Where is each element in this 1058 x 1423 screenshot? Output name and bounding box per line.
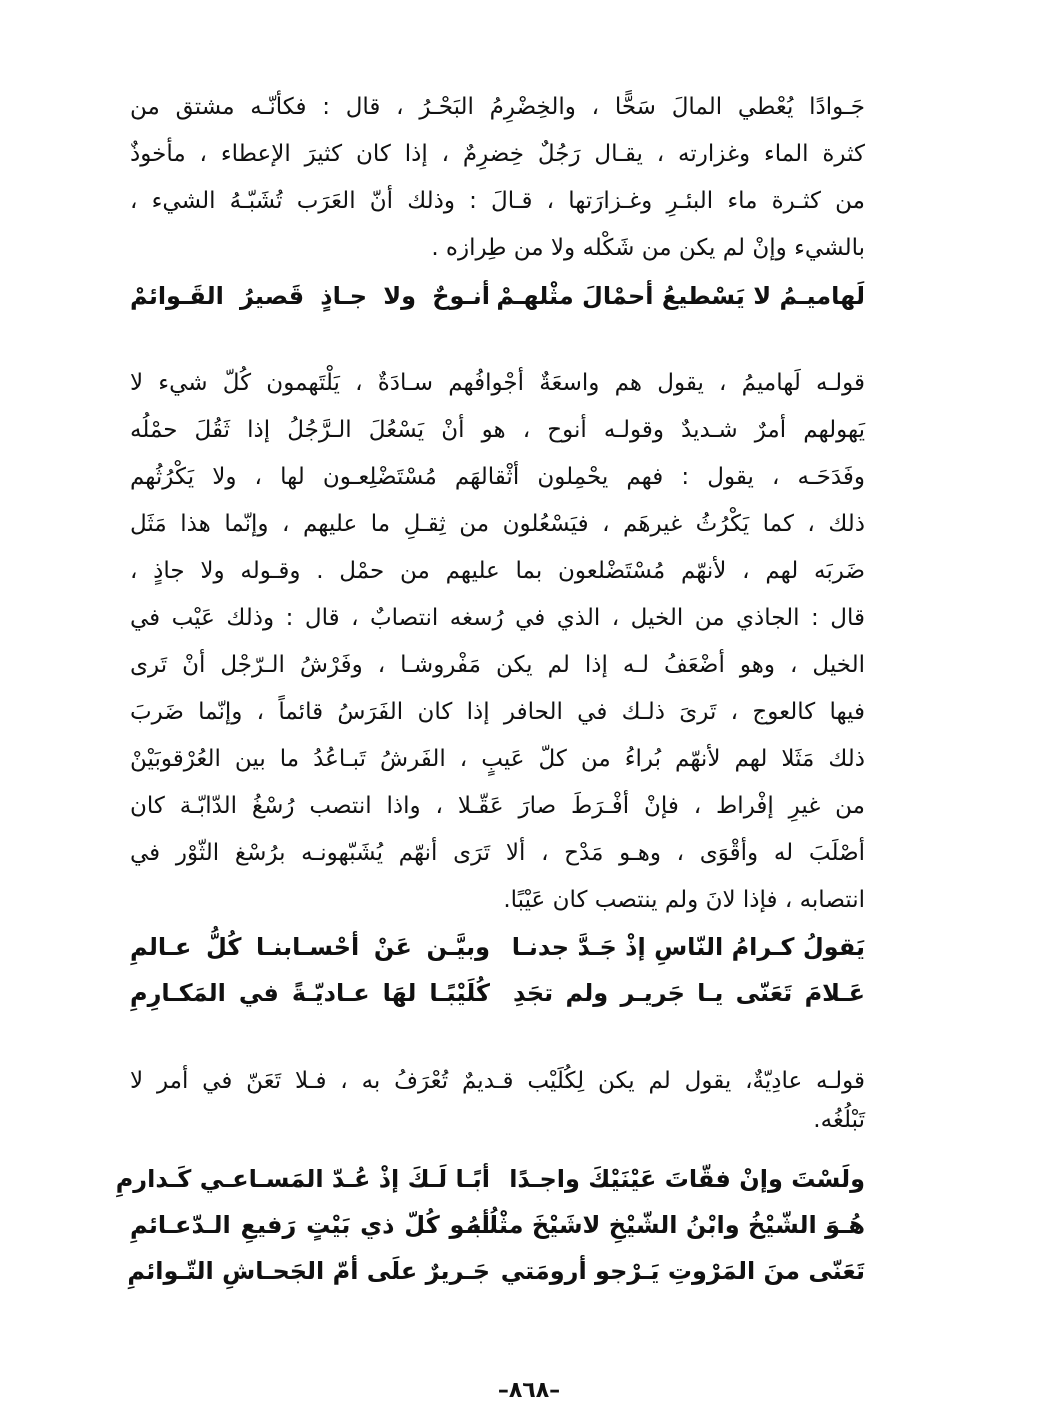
verse-line	[115, 1156, 865, 1202]
text-line: وفَدَحَـه ، يقول : فهم يحْمِلون أثْقالهَم مُسْتَضْلِعـون لها ، ولا يَكْرُثُهم	[130, 464, 865, 490]
verse-second-hemistich: وبيَّـن عَنْ أحْسـابنـا كُلُّ عـالمِ	[130, 933, 490, 961]
text-line: من غيرِ إفْراط ، فإنْ أفْـرَطَ صارَ عَقّـلا ، واذا انتصب رُسْغُ الدّابّـة كان	[130, 793, 865, 819]
paragraph-2	[130, 360, 865, 924]
text-line: جَـوادًا يُعْطي المالَ سَحًّا ، والخِضْرِمُ البَحْـرُ ، قال : فكأنّـه مشتق من	[130, 94, 865, 120]
text-line: أصْلَبَ له وأقْوَى ، وهـو مَدْح ، ألا تَرَى أنهّم يُشَبّهونـه برُسْغ الثّوْر في	[130, 840, 865, 866]
verse-group-2	[130, 924, 865, 1016]
verse-group-1	[130, 273, 865, 319]
verse-second-hemistich: جَـريرٌ علَى أمّ الجَحـاشِ التّـوائمِ	[127, 1257, 490, 1285]
text-line: قولـه لَهاميمُ ، يقول هم واسعَةٌ أجْوافُهم سـادَةٌ ، يَلْتَهمون كُلّ شيء لا	[130, 370, 865, 396]
verse-second-hemistich: كُلَيْبًـا لهَا عـاديّـةً في المَكـارِمِ	[130, 979, 490, 1007]
verse-first-hemistich: لَهاميـمُ لا يَسْطيعُ أحمْالَ مثْلهـمْ	[496, 282, 865, 310]
verse-line	[130, 1202, 865, 1248]
text-line: يَهولهم أمرٌ شـديدٌ وقولـه أنوح ، هو أنْ يَسْعُلَ الـرَّجُلُ إذا ثَقُلَ حمْلُه	[130, 417, 865, 443]
verse-first-hemistich: هُـوَ الشّيْخُ وابْنُ الشّيْخِ لاشَيْخَ مثْلُـهُ	[466, 1211, 865, 1239]
verse-group-3	[115, 1156, 865, 1294]
verse-line	[130, 970, 865, 1016]
verse-first-hemistich: تَعَنّى منَ المَرْوتِ يَـرْجو أرومَتي	[500, 1257, 865, 1285]
text-line: كثرة الماء وغزارته ، يقـال رَجُلٌ خِضرِمٌ ، إذا كان كثيرَ الإعطاء ، مأخوذٌ	[130, 141, 865, 167]
verse-line	[130, 273, 865, 319]
text-line: الخيل ، وهو أضْعَفُ لـه إذا لم يكن مَفْروشـا ، وفَرْشُ الـرّجْل أنْ تَرى	[130, 652, 865, 678]
verse-second-hemistich: أبًـا لَـكَ إذْ عُـدّ المَسـاعـي كَـدارمِ	[115, 1165, 490, 1193]
verse-second-hemistich: أنـوحٌ ولا جـاذٍ قَصيرُ القَـوائمْ	[130, 282, 490, 310]
verse-first-hemistich: عَـلامَ تَعَنّى يـا جَريـر ولم تجَدِ	[513, 979, 865, 1007]
text-line: من كثـرة ماء البئـرِ وغـزارَتها ، قـالَ : وذلك أنّ العَرَب تُشَبّـهُ الشيء ،	[130, 188, 865, 214]
paragraph-3	[130, 1058, 865, 1147]
verse-first-hemistich: يَقولُ كـرامُ النّاسِ إذْ جَـدَّ جدنـا	[511, 933, 865, 961]
verse-line	[130, 924, 865, 970]
paragraph-1	[130, 84, 865, 272]
text-line: فيها كالعوج ، تَرىَ ذلـك في الحافر إذا كان الفَرَسُ قائماً ، وإنّما ضَربَ	[130, 699, 865, 725]
text-line: ضَربَه لهم ، لأنهّم مُسْتَضْلعون بما عليهم من حمْل . وقـوله ولا جاذٍ ،	[130, 558, 865, 584]
text-line: ذلك ، كما يَكْرُثُ غيرهَم ، فيَسْعُلون من ثِقـلِ ما عليهم ، وإنّما هذا مَثَل	[130, 511, 865, 537]
verse-first-hemistich: ولَسْتَ وإنْ فقّاتَ عَيْنَيْكَ واجـدًا	[509, 1165, 865, 1193]
text-line: تَبْلُغُه.	[813, 1107, 865, 1133]
page-number: –٨٦٨–	[497, 1378, 561, 1403]
text-line: ذلك مَثَلا لهم لأنهّم بُراءُ من كلّ عَيبٍ ، الفَرشُ تَبـاعُدُ ما بين العُرْقوبَيْنْ	[130, 746, 865, 772]
verse-second-hemistich: أبـو كُلّ ذي بَيْتٍ رَفيعِ الـدّعـائمِ	[130, 1211, 490, 1239]
text-line: قولـه عادِيّةٌ، يقول لم يكن لِكُلَيْب قـديمٌ تُعْرَفُ به ، فـلا تَعَنّ في أمر لا	[130, 1068, 865, 1094]
text-line: قال : الجاذي من الخيل ، الذي في رُسغه انتصابٌ ، قال : وذلك عَيْب في	[130, 605, 865, 631]
text-line: بالشيء وإنْ لم يكن من شَكْله ولا من طِرازه .	[431, 235, 865, 261]
verse-line	[127, 1248, 865, 1294]
text-line: انتصابه ، فإذا لانَ ولم ينتصب كان عَيْبًا.	[503, 887, 865, 913]
